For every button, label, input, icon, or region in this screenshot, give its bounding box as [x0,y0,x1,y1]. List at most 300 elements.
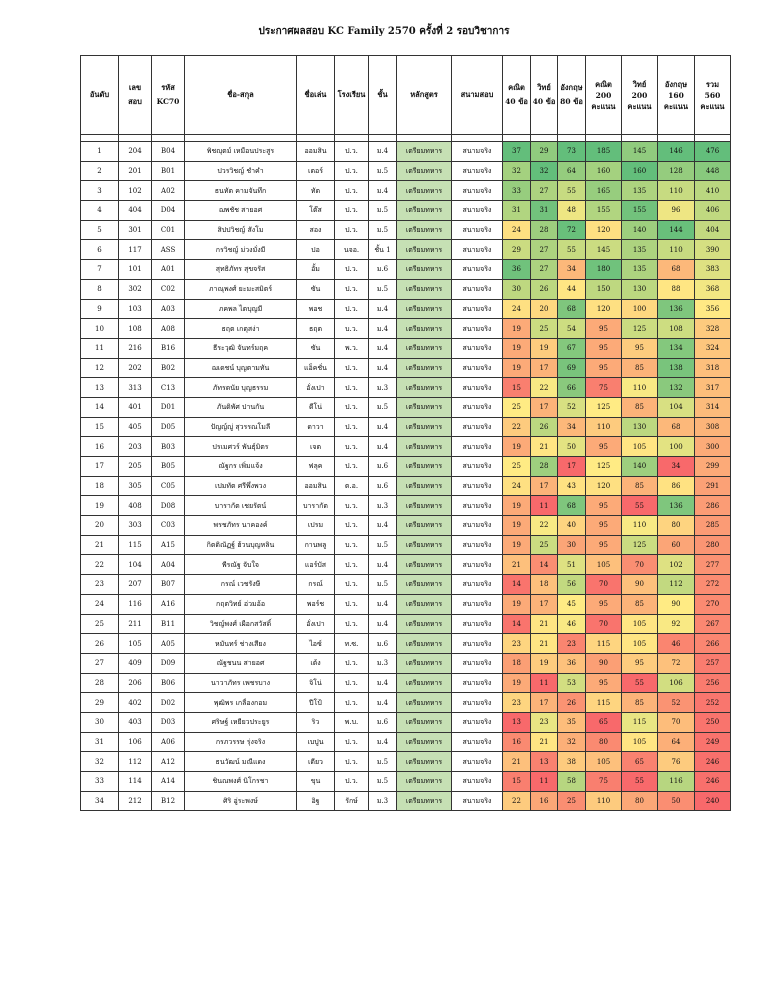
cell-seat: 105 [119,634,152,654]
cell-rank: 11 [81,338,119,358]
cell-nickname: อิฐ [297,791,335,811]
cell-school: ป.ว. [335,220,369,240]
cell-course: เตรียมทหาร [397,220,452,240]
cell-rank: 27 [81,653,119,673]
cell-grade: ม.4 [369,319,397,339]
cell-sci-score: 135 [622,260,658,280]
cell-rank: 7 [81,260,119,280]
cell-eng-items: 67 [558,338,586,358]
cell-seat: 313 [119,378,152,398]
cell-school: ท.ซ. [335,634,369,654]
cell-venue: สนามจริง [452,240,503,260]
cell-school: ป.ว. [335,181,369,201]
cell-name: ฌเดชน์ บุญตามทัน [185,358,297,378]
cell-math-items: 19 [503,516,531,536]
cell-eng-score: 34 [658,457,695,477]
cell-course: เตรียมทหาร [397,752,452,772]
cell-name: หมันทร์ ช่างเสียง [185,634,297,654]
cell-sci-items: 25 [531,319,558,339]
cell-grade: ม.6 [369,260,397,280]
cell-name: วิชญ์พงศ์ เผือกสวัสดิ์ [185,614,297,634]
cell-nickname: สอง [297,220,335,240]
cell-math-items: 19 [503,496,531,516]
cell-math-items: 19 [503,535,531,555]
cell-math-items: 19 [503,594,531,614]
cell-eng-score: 68 [658,417,695,437]
cell-code: D05 [152,417,185,437]
cell-eng-score: 68 [658,260,695,280]
cell-total-score: 383 [695,260,731,280]
cell-total-score: 270 [695,594,731,614]
cell-seat: 409 [119,653,152,673]
cell-course: เตรียมทหาร [397,181,452,201]
cell-eng-items: 34 [558,260,586,280]
cell-rank: 6 [81,240,119,260]
spacer-row [81,135,731,142]
cell-sci-items: 19 [531,338,558,358]
table-row [81,535,731,555]
cell-total-score: 291 [695,476,731,496]
cell-name: ปรเมศวร์ พันธุ์มิตร [185,437,297,457]
cell-sci-items: 17 [531,693,558,713]
cell-sci-score: 55 [622,673,658,693]
cell-school: ป.ว. [335,732,369,752]
table-row [81,555,731,575]
cell-rank: 30 [81,712,119,732]
cell-sci-score: 140 [622,220,658,240]
cell-school: ป.ว. [335,594,369,614]
cell-seat: 203 [119,437,152,457]
cell-eng-score: 92 [658,614,695,634]
cell-school: ป.ว. [335,299,369,319]
cell-rank: 29 [81,693,119,713]
cell-math-items: 14 [503,614,531,634]
cell-total-score: 280 [695,535,731,555]
cell-school: ป.ว. [335,358,369,378]
cell-school: นจอ. [335,240,369,260]
cell-grade: ม.6 [369,457,397,477]
cell-rank: 12 [81,358,119,378]
cell-total-score: 252 [695,693,731,713]
cell-name: สุทธิภัทร สุขจรัส [185,260,297,280]
cell-eng-score: 106 [658,673,695,693]
cell-name: พุฒิพร เกลื่องกอม [185,693,297,713]
cell-sci-score: 125 [622,319,658,339]
cell-rank: 34 [81,791,119,811]
cell-seat: 216 [119,338,152,358]
cell-sci-score: 140 [622,457,658,477]
cell-sci-items: 13 [531,752,558,772]
cell-venue: สนามจริง [452,594,503,614]
cell-sci-score: 130 [622,417,658,437]
cell-total-score: 476 [695,142,731,162]
table-row [81,634,731,654]
cell-seat: 102 [119,181,152,201]
cell-seat: 117 [119,240,152,260]
cell-eng-items: 25 [558,791,586,811]
cell-venue: สนามจริง [452,378,503,398]
cell-math-score: 75 [586,378,622,398]
cell-seat: 116 [119,594,152,614]
cell-eng-items: 64 [558,161,586,181]
cell-math-score: 95 [586,673,622,693]
cell-total-score: 406 [695,201,731,221]
cell-nickname: เจต [297,437,335,457]
cell-sci-score: 55 [622,496,658,516]
cell-math-items: 18 [503,653,531,673]
cell-name: ปัญญ์ญู่ สุวรรณโมลี [185,417,297,437]
cell-venue: สนามจริง [452,201,503,221]
cell-eng-items: 44 [558,279,586,299]
cell-school: ป.ว. [335,693,369,713]
cell-eng-score: 112 [658,575,695,595]
cell-rank: 23 [81,575,119,595]
table-row [81,161,731,181]
table-row [81,358,731,378]
cell-school: ป.ว. [335,614,369,634]
cell-venue: สนามจริง [452,575,503,595]
cell-math-items: 22 [503,791,531,811]
cell-math-score: 115 [586,693,622,713]
cell-venue: สนามจริง [452,791,503,811]
table-row [81,476,731,496]
cell-grade: ม.6 [369,712,397,732]
cell-seat: 101 [119,260,152,280]
cell-total-score: 277 [695,555,731,575]
cell-seat: 108 [119,319,152,339]
cell-sci-items: 21 [531,634,558,654]
cell-rank: 28 [81,673,119,693]
cell-math-score: 105 [586,752,622,772]
cell-total-score: 390 [695,240,731,260]
cell-eng-score: 104 [658,397,695,417]
cell-math-items: 25 [503,397,531,417]
cell-sci-score: 110 [622,516,658,536]
cell-math-score: 180 [586,260,622,280]
cell-rank: 25 [81,614,119,634]
cell-name: พีรณัฐ จับใจ [185,555,297,575]
cell-eng-items: 26 [558,693,586,713]
cell-code: A14 [152,772,185,792]
cell-math-score: 70 [586,614,622,634]
cell-nickname: อั่งเปา [297,614,335,634]
cell-math-score: 80 [586,732,622,752]
cell-math-score: 95 [586,496,622,516]
cell-sci-items: 22 [531,378,558,398]
table-row [81,299,731,319]
cell-name: ปวรวิชญ์ ชำคำ [185,161,297,181]
cell-rank: 26 [81,634,119,654]
cell-sci-score: 135 [622,181,658,201]
cell-venue: สนามจริง [452,220,503,240]
cell-grade: ม.4 [369,437,397,457]
cell-course: เตรียมทหาร [397,791,452,811]
cell-code: B16 [152,338,185,358]
cell-school: ป.ว. [335,142,369,162]
cell-math-items: 13 [503,712,531,732]
cell-venue: สนามจริง [452,457,503,477]
cell-course: เตรียมทหาร [397,476,452,496]
cell-seat: 205 [119,457,152,477]
cell-rank: 19 [81,496,119,516]
cell-rank: 18 [81,476,119,496]
cell-grade: ม.4 [369,555,397,575]
cell-venue: สนามจริง [452,653,503,673]
cell-seat: 204 [119,142,152,162]
cell-rank: 13 [81,378,119,398]
cell-school: บ.ว. [335,535,369,555]
cell-course: เตรียมทหาร [397,693,452,713]
cell-nickname: ออมสิน [297,476,335,496]
cell-rank: 14 [81,397,119,417]
cell-sci-items: 17 [531,358,558,378]
cell-school: ป.ว. [335,260,369,280]
cell-total-score: 272 [695,575,731,595]
cell-grade: ม.5 [369,201,397,221]
cell-name: ธนวัฒน์ มณีแดง [185,752,297,772]
table-row [81,496,731,516]
cell-course: เตรียมทหาร [397,279,452,299]
cell-eng-items: 38 [558,752,586,772]
cell-seat: 212 [119,791,152,811]
cell-math-items: 14 [503,575,531,595]
cell-sci-score: 155 [622,201,658,221]
cell-venue: สนามจริง [452,319,503,339]
cell-code: B04 [152,142,185,162]
cell-total-score: 267 [695,614,731,634]
cell-math-score: 120 [586,220,622,240]
cell-sci-score: 95 [622,653,658,673]
cell-school: พ.ว. [335,338,369,358]
cell-seat: 404 [119,201,152,221]
cell-eng-score: 146 [658,142,695,162]
cell-code: ASS [152,240,185,260]
cell-math-items: 29 [503,240,531,260]
cell-nickname: บารากัต [297,496,335,516]
table-row [81,260,731,280]
cell-venue: สนามจริง [452,673,503,693]
cell-rank: 20 [81,516,119,536]
cell-grade: ม.3 [369,791,397,811]
cell-code: D03 [152,712,185,732]
cell-name: ศริษฐ์ เหยียวประยูร [185,712,297,732]
cell-total-score: 368 [695,279,731,299]
cell-eng-items: 72 [558,220,586,240]
cell-venue: สนามจริง [452,142,503,162]
cell-eng-items: 23 [558,634,586,654]
cell-eng-items: 17 [558,457,586,477]
cell-sci-score: 85 [622,693,658,713]
cell-sci-score: 135 [622,240,658,260]
cell-seat: 401 [119,397,152,417]
cell-nickname: ธฤต [297,319,335,339]
cell-name: ธนทัต คามจันทึก [185,181,297,201]
header-seat: เลข สอบ [119,56,152,135]
cell-math-score: 95 [586,319,622,339]
table-row [81,240,731,260]
cell-eng-score: 50 [658,791,695,811]
table-row [81,614,731,634]
cell-course: เตรียมทหาร [397,142,452,162]
cell-venue: สนามจริง [452,437,503,457]
cell-total-score: 300 [695,437,731,457]
cell-rank: 9 [81,299,119,319]
cell-name: ธฤต เกตุสง่า [185,319,297,339]
cell-math-score: 95 [586,358,622,378]
cell-eng-items: 30 [558,535,586,555]
cell-sci-items: 21 [531,437,558,457]
cell-sci-score: 80 [622,791,658,811]
cell-math-items: 23 [503,634,531,654]
cell-nickname: ขุน [297,772,335,792]
cell-sci-items: 18 [531,575,558,595]
cell-math-items: 21 [503,555,531,575]
cell-nickname: ฟลุค [297,457,335,477]
cell-code: A15 [152,535,185,555]
cell-sci-items: 14 [531,555,558,575]
results-table [80,55,731,811]
cell-eng-score: 100 [658,437,695,457]
cell-math-score: 95 [586,437,622,457]
cell-venue: สนามจริง [452,358,503,378]
cell-sci-items: 32 [531,161,558,181]
cell-math-score: 95 [586,594,622,614]
cell-nickname: พอช [297,299,335,319]
cell-sci-score: 110 [622,378,658,398]
cell-sci-items: 22 [531,516,558,536]
cell-sci-score: 85 [622,358,658,378]
cell-school: ป.ว. [335,555,369,575]
cell-eng-items: 55 [558,181,586,201]
cell-sci-score: 90 [622,575,658,595]
cell-course: เตรียมทหาร [397,772,452,792]
cell-name: นาวาภัทร เพชรบาง [185,673,297,693]
cell-nickname: จิโน่ [297,673,335,693]
cell-math-items: 36 [503,260,531,280]
cell-eng-items: 66 [558,378,586,398]
cell-eng-items: 45 [558,594,586,614]
cell-math-items: 32 [503,161,531,181]
cell-math-score: 75 [586,772,622,792]
cell-sci-score: 100 [622,299,658,319]
cell-grade: ม.3 [369,496,397,516]
cell-eng-score: 96 [658,201,695,221]
cell-school: ป.ว. [335,279,369,299]
header-math-items: คณิต 40 ข้อ [503,56,531,135]
cell-rank: 24 [81,594,119,614]
cell-nickname: เต้ง [297,653,335,673]
cell-math-items: 30 [503,279,531,299]
cell-venue: สนามจริง [452,279,503,299]
cell-sci-items: 17 [531,594,558,614]
cell-school: ต.อ. [335,476,369,496]
cell-eng-score: 138 [658,358,695,378]
cell-eng-items: 68 [558,299,586,319]
cell-total-score: 356 [695,299,731,319]
header-name: ชื่อ-สกุล [185,56,297,135]
cell-school: พ.บ. [335,712,369,732]
table-row [81,201,731,221]
cell-code: B07 [152,575,185,595]
cell-name: พิชญุตม์ เหมือนประสูร [185,142,297,162]
header-nickname: ชื่อเล่น [297,56,335,135]
table-row [81,673,731,693]
cell-total-score: 328 [695,319,731,339]
cell-course: เตรียมทหาร [397,417,452,437]
cell-seat: 103 [119,299,152,319]
cell-course: เตรียมทหาร [397,161,452,181]
cell-sci-items: 28 [531,457,558,477]
cell-course: เตรียมทหาร [397,457,452,477]
cell-eng-items: 50 [558,437,586,457]
cell-school: บ.ว. [335,319,369,339]
cell-math-score: 70 [586,575,622,595]
header-venue: สนามสอบ [452,56,503,135]
cell-name: ภคพล ไตบุญมี [185,299,297,319]
cell-course: เตรียมทหาร [397,653,452,673]
cell-code: A03 [152,299,185,319]
cell-total-score: 314 [695,397,731,417]
cell-math-score: 115 [586,634,622,654]
cell-sci-items: 27 [531,240,558,260]
cell-sci-items: 11 [531,496,558,516]
cell-name: กรภวรรษ รุ่งจริง [185,732,297,752]
cell-math-items: 16 [503,732,531,752]
cell-eng-items: 55 [558,240,586,260]
cell-nickname: ไอซ์ [297,634,335,654]
cell-sci-score: 95 [622,338,658,358]
cell-venue: สนามจริง [452,476,503,496]
header-eng-items: อังกฤษ 80 ข้อ [558,56,586,135]
cell-sci-items: 17 [531,476,558,496]
cell-eng-items: 69 [558,358,586,378]
cell-total-score: 285 [695,516,731,536]
cell-name: ภันดิพัศ ปานกัน [185,397,297,417]
cell-grade: ม.4 [369,299,397,319]
cell-school: ป.ว. [335,772,369,792]
cell-sci-score: 115 [622,712,658,732]
cell-name: กรวิชญ์ ม่วงมั่งมี [185,240,297,260]
cell-sci-items: 26 [531,417,558,437]
cell-math-score: 90 [586,653,622,673]
cell-nickname: แอ็คชั่น [297,358,335,378]
cell-total-score: 246 [695,752,731,772]
cell-eng-score: 116 [658,772,695,792]
cell-grade: ม.4 [369,673,397,693]
cell-course: เตรียมทหาร [397,338,452,358]
cell-code: B06 [152,673,185,693]
cell-grade: ม.3 [369,653,397,673]
cell-grade: ม.5 [369,772,397,792]
cell-course: เตรียมทหาร [397,319,452,339]
cell-course: เตรียมทหาร [397,201,452,221]
cell-grade: ม.5 [369,397,397,417]
cell-seat: 403 [119,712,152,732]
cell-seat: 114 [119,772,152,792]
table-row [81,575,731,595]
cell-seat: 206 [119,673,152,693]
cell-eng-items: 46 [558,614,586,634]
cell-math-items: 21 [503,752,531,772]
cell-code: B02 [152,358,185,378]
cell-sci-items: 27 [531,181,558,201]
cell-venue: สนามจริง [452,732,503,752]
cell-course: เตรียมทหาร [397,516,452,536]
cell-venue: สนามจริง [452,338,503,358]
cell-rank: 15 [81,417,119,437]
cell-grade: ม.5 [369,220,397,240]
cell-course: เตรียมทหาร [397,732,452,752]
